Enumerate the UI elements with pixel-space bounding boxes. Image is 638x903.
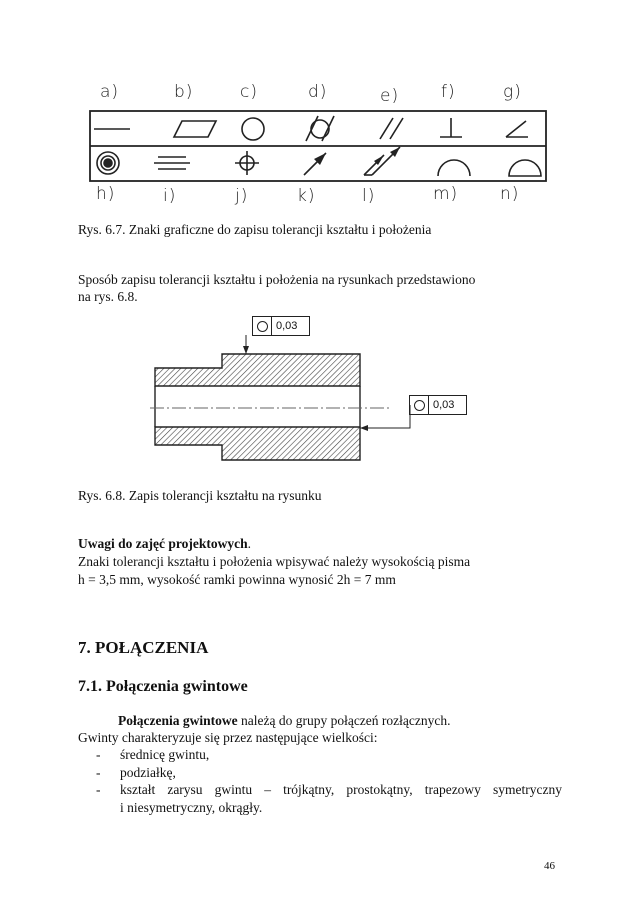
label-e: e) — [380, 86, 400, 106]
bullet-dash: - — [96, 782, 101, 797]
tolerance-value-2: 0,03 — [433, 399, 455, 411]
label-n: n) — [500, 184, 520, 204]
bullet-dash: - — [96, 747, 101, 762]
notes-line-2: h = 3,5 mm, wysokość ramki powinna wynosić 2h = 7 mm — [78, 572, 396, 587]
label-l: l) — [362, 186, 376, 206]
bullet-3-continuation: i niesymetryczny, okrągły. — [120, 800, 263, 815]
label-g: g) — [503, 82, 522, 102]
section-paragraph-2: Gwinty charakteryzuje się przez następujące wielkości: — [78, 730, 378, 745]
label-m: m) — [433, 184, 459, 204]
label-k: k) — [297, 186, 316, 206]
intro-line-2: na rys. 6.8. — [78, 289, 138, 304]
label-a: a) — [100, 82, 120, 102]
figure-6-7-caption: Rys. 6.7. Znaki graficzne do zapisu tolerancji kształtu i położenia — [78, 222, 432, 237]
bullet-2 — [96, 764, 176, 781]
circularity-icon — [410, 396, 429, 414]
tolerance-frame-2 — [409, 395, 467, 415]
section-subheading: 7.1. Połączenia gwintowe — [78, 678, 248, 695]
notes-title-suffix: . — [247, 536, 251, 551]
notes-line-1: Znaki tolerancji kształtu i położenia wpisywać należy wysokością pisma — [78, 554, 471, 569]
label-c: c) — [240, 82, 258, 102]
page-number: 46 — [544, 860, 555, 872]
intro-line-1: Sposób zapisu tolerancji kształtu i położenia na rysunkach przedstawiono — [78, 272, 476, 287]
label-j: j) — [235, 186, 249, 206]
bullet-1 — [96, 746, 209, 763]
para-rest: należą do grupy połączeń rozłącznych. — [237, 713, 451, 728]
figure-6-8-caption: Rys. 6.8. Zapis tolerancji kształtu na rysunku — [78, 488, 322, 503]
circularity-icon — [253, 317, 272, 335]
bullet-text: średnicę gwintu, — [120, 747, 210, 762]
bullet-text: podziałkę, — [120, 765, 176, 780]
tolerance-frame-1 — [252, 316, 310, 336]
bullet-dash: - — [96, 765, 101, 780]
tolerance-value-1: 0,03 — [276, 320, 298, 332]
bullet-text: kształt zarysu gwintu – trójkątny, prostokątny, trapezowy symetryczny — [120, 782, 562, 797]
label-i: i) — [163, 186, 177, 206]
section-paragraph-1 — [118, 712, 451, 729]
label-d: d) — [308, 82, 328, 102]
notes-title: Uwagi do zajęć projektowych — [78, 536, 248, 551]
notes-title-line — [78, 535, 251, 552]
section-heading: 7. POŁĄCZENIA — [78, 638, 209, 657]
para-bold-term: Połączenia gwintowe — [118, 713, 238, 728]
bullet-3 — [96, 781, 562, 798]
label-b: b) — [174, 82, 194, 102]
label-h: h) — [96, 184, 116, 204]
label-f: f) — [441, 82, 456, 102]
